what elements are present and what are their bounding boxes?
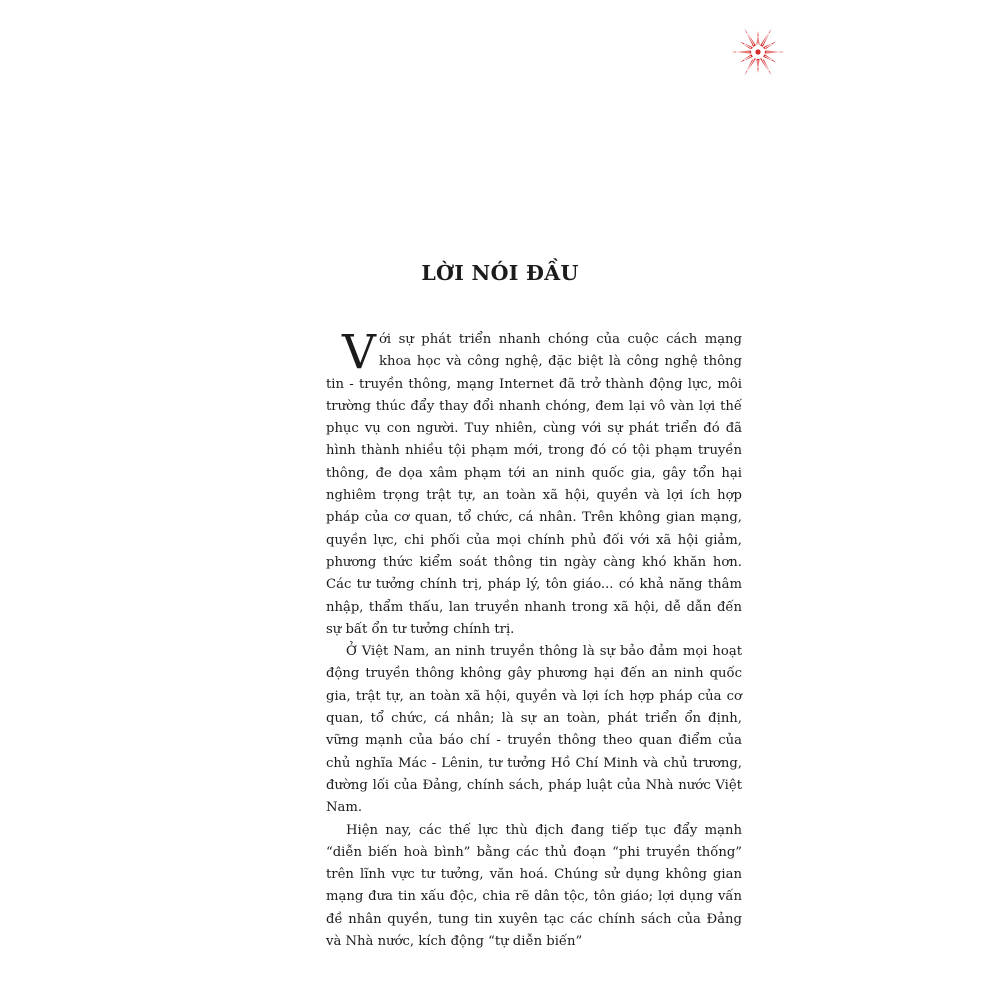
paragraph-1 bbox=[326, 325, 742, 641]
body-text bbox=[326, 325, 742, 953]
drop-cap: V bbox=[342, 325, 376, 380]
publisher-logo-icon bbox=[728, 22, 788, 82]
red-star-emblem-icon bbox=[728, 22, 788, 82]
paragraph-2: Ở Việt Nam, an ninh truyền thông là sự bảo đảm mọi hoạt động truyền thông không gây phương hại đến an ninh quốc gia, trật tự, an toàn xã hội, quyền và lợi ích hợp pháp của cơ quan, tổ chức, cá nhân; là sự an toàn, phát triển ổn định, vững mạnh của báo chí - truyền thông theo quan điểm của chủ nghĩa Mác - Lênin, tư tưởng Hồ Chí Minh và chủ trương, đường lối của Đảng, chính sách, pháp luật của Nhà nước Việt Nam. bbox=[326, 644, 742, 816]
paragraph-3: Hiện nay, các thế lực thù địch đang tiếp tục đẩy mạnh “diễn biến hoà bình” bằng các thủ đoạn “phi truyền thống” trên lĩnh vực tư tưởng, văn hoá. Chúng sử dụng không gian mạng đưa tin xấu độc, chia rẽ dân tộc, tôn giáo; lợi dụng vấn đề nhân quyền, tung tin xuyên tạc các chính sách của Đảng và Nhà nước, kích động “tự diễn biến” bbox=[326, 822, 742, 950]
paragraph-1-text: ới sự phát triển nhanh chóng của cuộc cách mạng khoa học và công nghệ, đặc biệt là công nghệ thông tin - truyền thông, mạng Internet đã trở thành động lực, môi trường thúc đẩy thay đổi nhanh chóng, đem lại vô vàn lợi thế phục vụ con người. Tuy nhiên, cùng với sự phát triển đó đã hình thành nhiều tội phạm mới, trong đó có tội phạm truyền thông, đe dọa xâm phạm tới an ninh quốc gia, gây tổn hại nghiêm trọng trật tự, an toàn xã hội, quyền và lợi ích hợp pháp của cơ quan, tổ chức, cá nhân. Trên không gian mạng, quyền lực, chi phối của mọi chính phủ đối với xã hội giảm, phương thức kiểm soát thông tin ngày càng khó khăn hơn. Các tư tưởng chính trị, pháp lý, tôn giáo... có khả năng thâm nhập, thẩm thấu, lan truyền nhanh trong xã hội, dễ dẫn đến sự bất ổn tư tưởng chính trị. bbox=[326, 332, 742, 637]
page-title: LỜI NÓI ĐẦU bbox=[421, 261, 579, 285]
